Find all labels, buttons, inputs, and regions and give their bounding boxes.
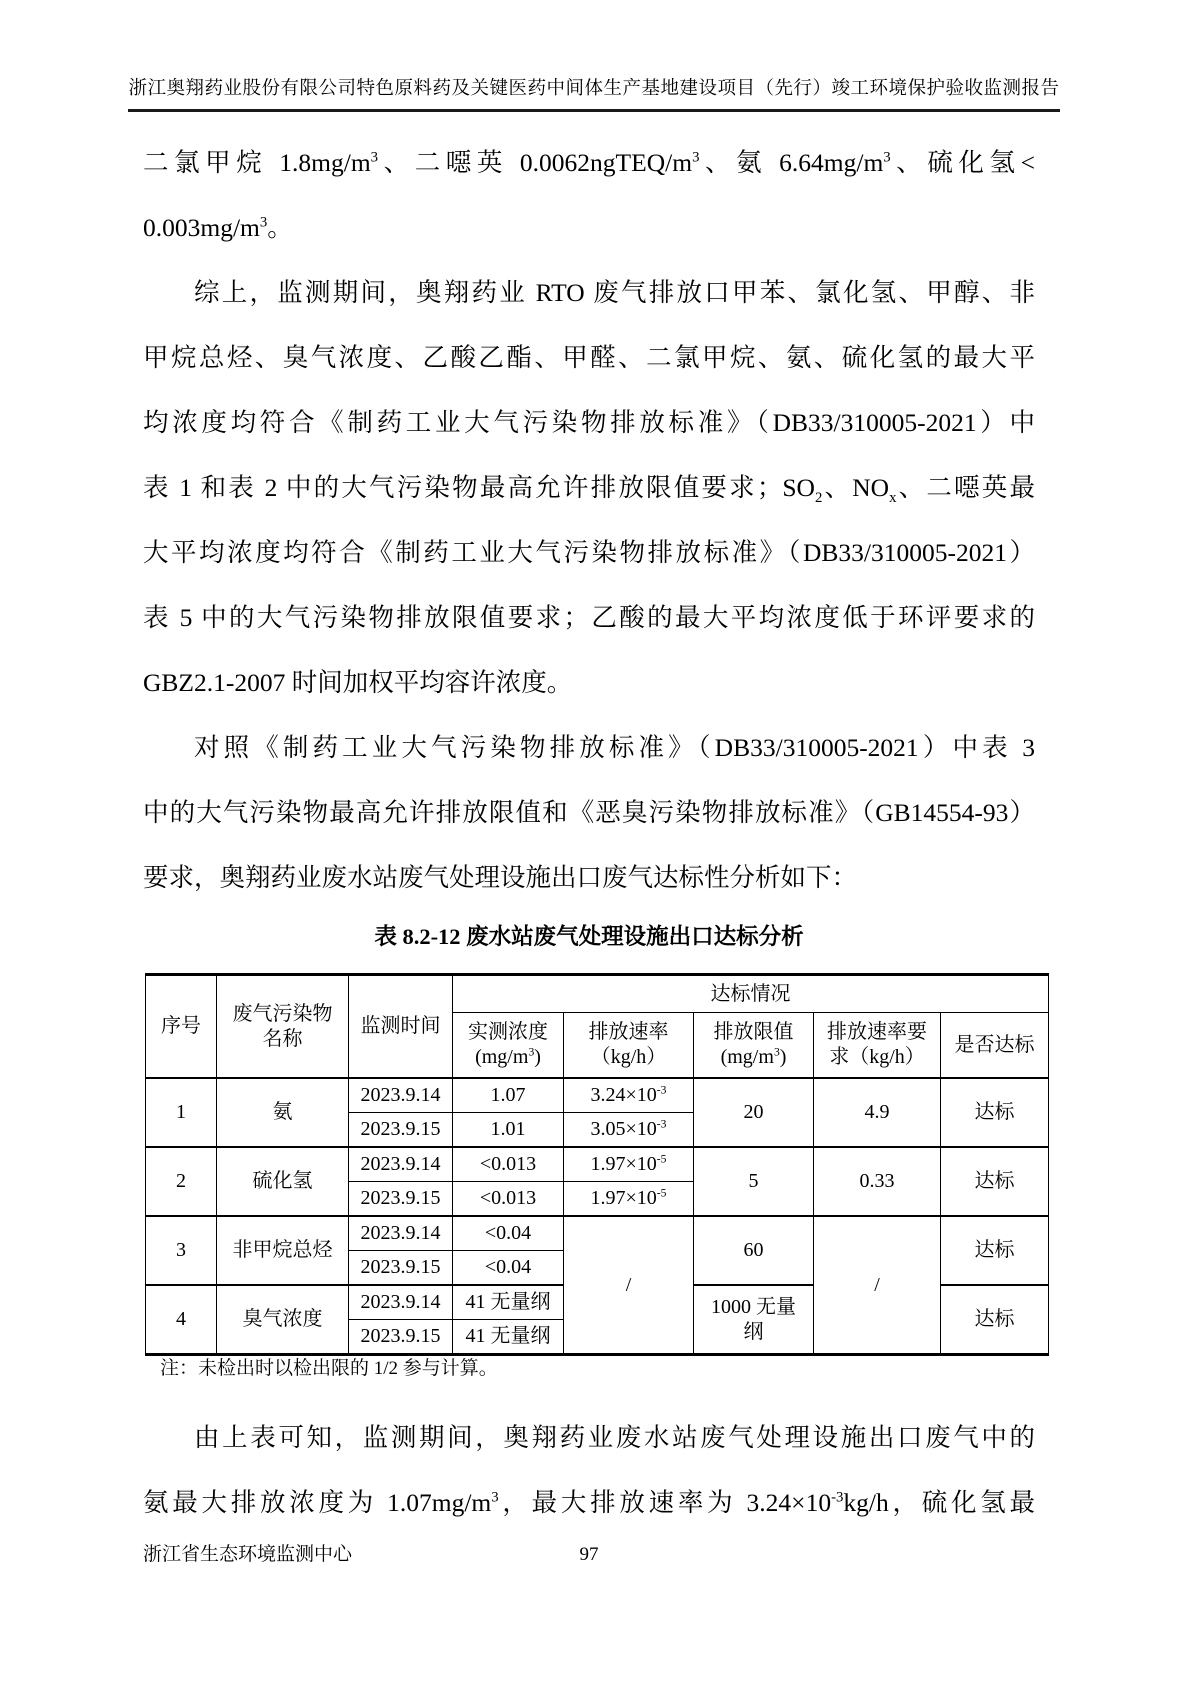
cell-date: 2023.9.15 [349, 1320, 453, 1355]
cell-rate: $3.05\times 10^{-3}$ [564, 1113, 694, 1148]
column-header-limit: 排放限值 $(mg/m^3)$ [694, 1013, 814, 1079]
compliance-table [145, 973, 1049, 1356]
cell-conc: <0.013 [453, 1147, 564, 1182]
cell-pollutant: 臭气浓度 [217, 1285, 349, 1355]
table-row [146, 1216, 1049, 1251]
cell-limit: 1000 无量 纲 [694, 1285, 814, 1355]
cell-seq: 3 [146, 1216, 217, 1285]
cell-pollutant: 氨 [217, 1078, 349, 1147]
cell-rate: $1.97\times 10^{-5}$ [564, 1147, 694, 1182]
body-line: 表 1 和表 2 中的大气污染物最高允许排放限值要求；$SO_2$、$NO_x$、二噁英最 [143, 473, 1035, 507]
column-header-rate-req: 排放速率要 求（kg/h） [814, 1013, 941, 1079]
body-line: 由上表可知，监测期间，奥翔药业废水站废气处理设施出口废气中的 [194, 1423, 1035, 1452]
body-line: 要求，奥翔药业废水站废气处理设施出口废气达标性分析如下： [143, 863, 858, 892]
body-line: 均浓度均符合《制药工业大气污染物排放标准》（DB33/310005-2021）中 [143, 408, 1035, 437]
cell-rate-req: 0.33 [814, 1147, 941, 1216]
cell-pass: 达标 [941, 1216, 1049, 1285]
body-line: GBZ2.1-2007 时间加权平均容许浓度。 [143, 668, 573, 697]
cell-date: 2023.9.15 [349, 1182, 453, 1217]
page-number: 97 [579, 1544, 599, 1565]
body-text [143, 130, 1035, 910]
body-line: 表 5 中的大气污染物排放限值要求；乙酸的最大平均浓度低于环评要求的 [143, 603, 1035, 632]
cell-limit: 5 [694, 1147, 814, 1216]
running-header-title: 浙江奥翔药业股份有限公司特色原料药及关键医药中间体生产基地建设项目（先行）竣工环境保护验收监测报告 [128, 79, 1060, 99]
column-header-pass: 是否达标 [941, 1013, 1049, 1079]
cell-rate-req: 4.9 [814, 1078, 941, 1147]
cell-conc: 41 无量纲 [453, 1285, 564, 1320]
body-line: 中的大气污染物最高允许排放限值和《恶臭污染物排放标准》（GB14554-93） [143, 798, 1035, 827]
table-row [146, 1147, 1049, 1182]
body-line: 大平均浓度均符合《制药工业大气污染物排放标准》（DB33/310005-2021） [143, 538, 1035, 567]
cell-conc: <0.013 [453, 1182, 564, 1217]
body-text-below-table [143, 1405, 1035, 1535]
cell-date: 2023.9.14 [349, 1078, 453, 1113]
table-title: 表 8.2-12 废水站废气处理设施出口达标分析 [374, 924, 804, 949]
column-header-rate: 排放速率 （kg/h） [564, 1013, 694, 1079]
cell-limit: 20 [694, 1078, 814, 1147]
cell-rate-req-merged: / [814, 1216, 941, 1355]
column-header-measured: 实测浓度 $(mg/m^3)$ [453, 1013, 564, 1079]
body-line: 对照《制药工业大气污染物排放标准》（DB33/310005-2021）中表 3 [194, 733, 1035, 762]
body-line: 综上，监测期间，奥翔药业 RTO 废气排放口甲苯、氯化氢、甲醇、非 [194, 278, 1035, 307]
cell-limit: 60 [694, 1216, 814, 1285]
cell-pass: 达标 [941, 1078, 1049, 1147]
column-header-time: 监测时间 [349, 975, 453, 1079]
cell-date: 2023.9.14 [349, 1147, 453, 1182]
cell-seq: 1 [146, 1078, 217, 1147]
cell-conc: <0.04 [453, 1251, 564, 1286]
cell-conc: 41 无量纲 [453, 1320, 564, 1355]
cell-rate: $1.97\times 10^{-5}$ [564, 1182, 694, 1217]
table-note: 注：未检出时以检出限的 1/2 参与计算。 [160, 1358, 498, 1379]
cell-date: 2023.9.15 [349, 1251, 453, 1286]
cell-date: 2023.9.14 [349, 1216, 453, 1251]
body-line: 二氯甲烷 $1.8mg/m^3$、二噁英 $0.0062ngTEQ/m^3$、氨 $6.64mg/m^3$、硫化氢< [143, 148, 1035, 177]
page-footer [143, 1541, 1035, 1569]
cell-seq: 2 [146, 1147, 217, 1216]
cell-seq: 4 [146, 1285, 217, 1355]
column-header-group: 达标情况 [453, 975, 1049, 1013]
running-header [128, 74, 1060, 112]
cell-pass: 达标 [941, 1285, 1049, 1355]
cell-conc: 1.01 [453, 1113, 564, 1148]
table-row [146, 1078, 1049, 1113]
cell-date: 2023.9.15 [349, 1113, 453, 1148]
cell-rate: $3.24\times 10^{-3}$ [564, 1078, 694, 1113]
footer-organization: 浙江省生态环境监测中心 [143, 1544, 353, 1565]
cell-pollutant: 硫化氢 [217, 1147, 349, 1216]
cell-pass: 达标 [941, 1147, 1049, 1216]
cell-rate-merged: / [564, 1216, 694, 1355]
table-header-row [146, 975, 1049, 1013]
column-header-pollutant: 废气污染物 名称 [217, 975, 349, 1079]
cell-date: 2023.9.14 [349, 1285, 453, 1320]
body-line: 氨最大排放浓度为 $1.07mg/m^3$，最大排放速率为 $3.24\times 10^{-3}kg/h$，硫化氢最 [143, 1488, 1035, 1517]
column-header-seq: 序号 [146, 975, 217, 1079]
body-line: 甲烷总烃、臭气浓度、乙酸乙酯、甲醛、二氯甲烷、氨、硫化氢的最大平 [143, 343, 1035, 372]
cell-pollutant: 非甲烷总烃 [217, 1216, 349, 1285]
cell-conc: <0.04 [453, 1216, 564, 1251]
body-line: $0.003mg/m^3$。 [143, 213, 293, 242]
cell-conc: 1.07 [453, 1078, 564, 1113]
